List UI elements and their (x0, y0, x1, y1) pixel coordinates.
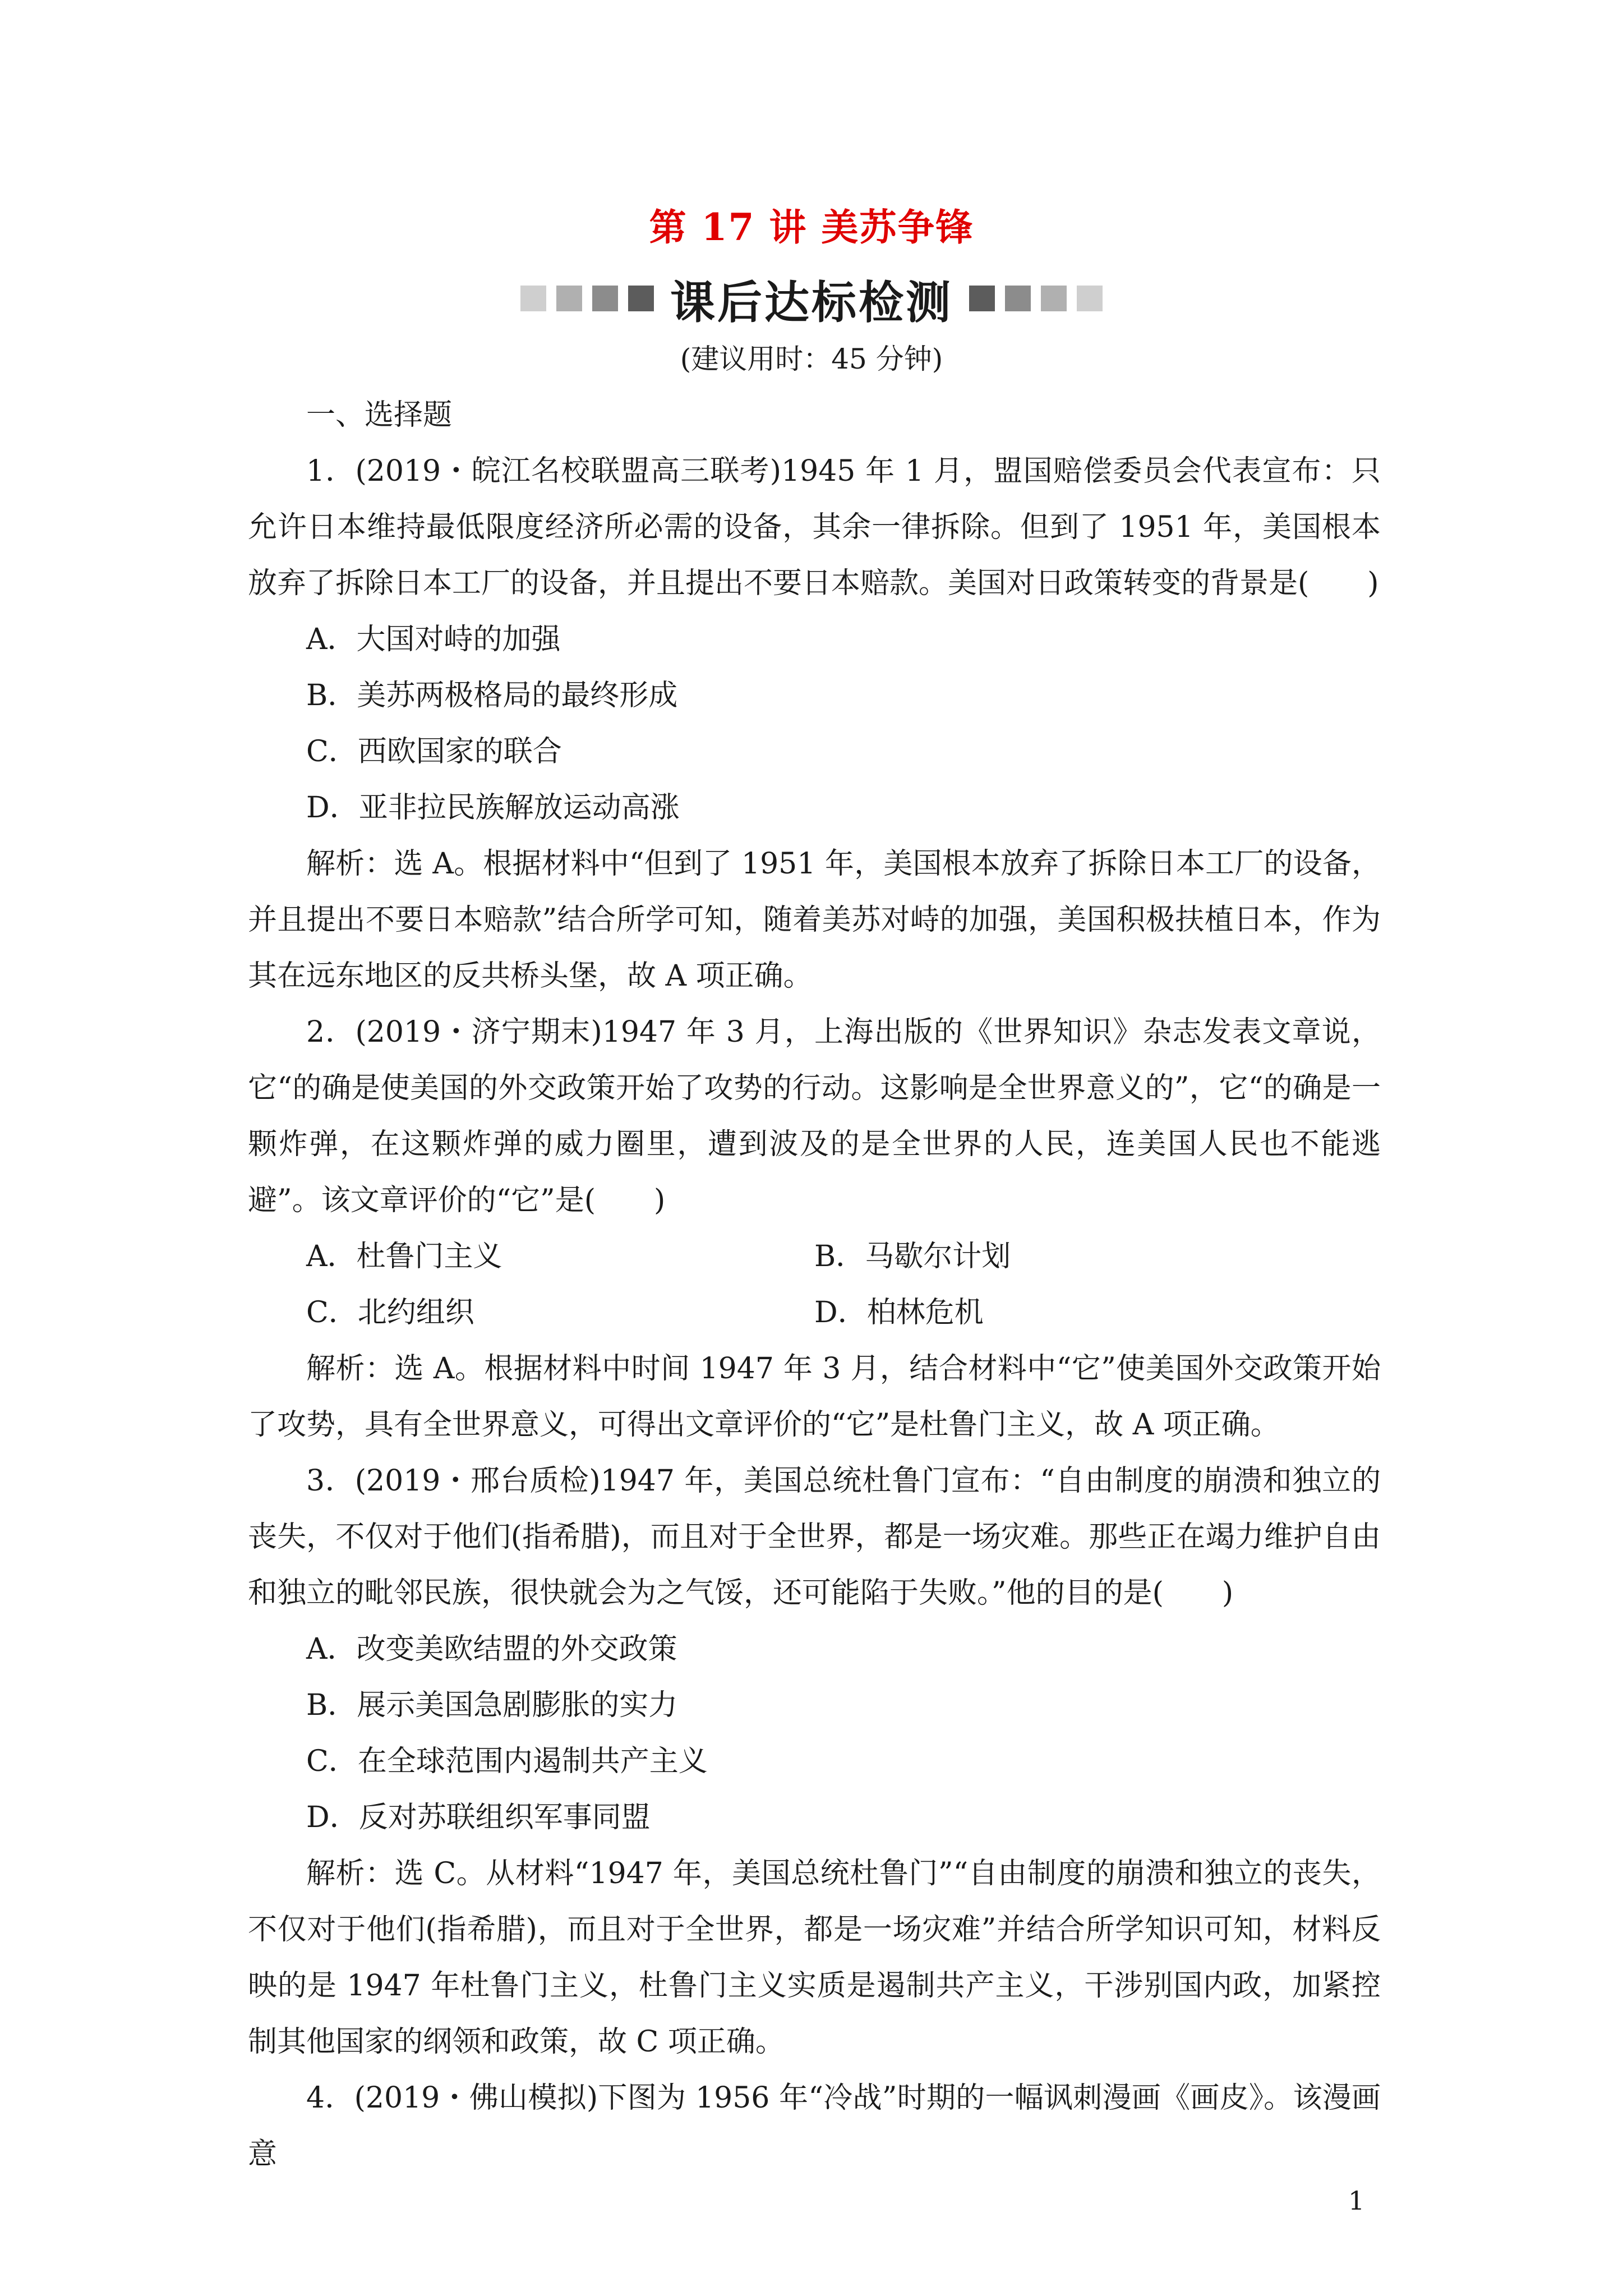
banner-square (1077, 286, 1103, 311)
question-2-option-d: D．柏林危机 (814, 1296, 984, 1329)
question-1-analysis: 解析：选 A。根据材料中“但到了 1951 年，美国根本放弃了拆除日本工厂的设备，并且提出不要日本赔款”结合所学可知，随着美苏对峙的加强，美国积极扶植日本，作为其在远东地区的反共桥头堡，故 A 项正确。 (248, 847, 1381, 993)
question-2-option-c: C．北约组织 (306, 1296, 474, 1329)
question-1-option-b: B．美苏两极格局的最终形成 (306, 679, 678, 712)
lesson-title: 第 17 讲 美苏争锋 (649, 205, 974, 249)
question-2-options-row-1 (248, 1228, 1381, 1285)
banner-title: 课后达标检测 (670, 276, 953, 329)
question-2-analysis: 解析：选 A。根据材料中时间 1947 年 3 月，结合材料中“它”使美国外交政策开始了攻势，具有全世界意义，可得出文章评价的“它”是杜鲁门主义，故 A 项正确。 (248, 1352, 1381, 1442)
banner-square (520, 286, 546, 311)
document-body (248, 387, 1381, 2182)
question-2-option-b: B．马歇尔计划 (814, 1240, 1011, 1273)
question-3-option-b: B．展示美国急剧膨胀的实力 (306, 1688, 678, 1722)
question-3-analysis: 解析：选 C。从材料“1947 年，美国总统杜鲁门”“自由制度的崩溃和独立的丧失，不仅对于他们(指希腊)，而且对于全世界，都是一场灾难”并结合所学知识可知，材料反映的是 1947 年杜鲁门主义，杜鲁门主义实质是遏制共产主义，干涉别国内政，加紧控制其他国家的纲领和政策，故 C 项正确。 (248, 1857, 1381, 2059)
question-1-option-d: D．亚非拉民族解放运动高涨 (306, 791, 680, 825)
question-3-option-a: A．改变美欧结盟的外交政策 (306, 1632, 677, 1666)
question-4-stem: 4．(2019・佛山模拟)下图为 1956 年“冷战”时期的一幅讽刺漫画《画皮》。该漫画意 (248, 2081, 1381, 2171)
banner-square (556, 286, 582, 311)
question-2-option-a: A．杜鲁门主义 (306, 1240, 502, 1273)
banner-square (1041, 286, 1067, 311)
banner-square (969, 286, 995, 311)
banner-square (592, 286, 618, 311)
suggested-time: (建议用时：45 分钟) (680, 343, 943, 375)
question-2-stem: 2．(2019・济宁期末)1947 年 3 月，上海出版的《世界知识》杂志发表文章说，它“的确是使美国的外交政策开始了攻势的行动。这影响是全世界意义的”，它“的确是一颗炸弹，在这颗炸弹的威力圈里，遭到波及的是全世界的人民，连美国人民也不能逃避”。该文章评价的“它”是( ) (248, 1015, 1381, 1217)
banner-square (1005, 286, 1031, 311)
banner-square (628, 286, 654, 311)
section-banner (0, 270, 1623, 329)
page-number: 1 (1348, 2185, 1365, 2216)
question-1-option-c: C．西欧国家的联合 (306, 735, 562, 769)
section-heading: 一、选择题 (306, 398, 453, 432)
question-1-option-a: A．大国对峙的加强 (306, 623, 561, 656)
question-2-options-row-2 (248, 1285, 1381, 1341)
question-3-stem: 3．(2019・邢台质检)1947 年，美国总统杜鲁门宣布：“自由制度的崩溃和独立的丧失，不仅对于他们(指希腊)，而且对于全世界，都是一场灾难。那些正在竭力维护自由和独立的毗邻民族，很快就会为之气馁，还可能陷于失败。”他的目的是( ) (248, 1464, 1381, 1610)
question-3-option-c: C．在全球范围内遏制共产主义 (306, 1745, 708, 1778)
question-1-stem: 1．(2019・皖江名校联盟高三联考)1945 年 1 月，盟国赔偿委员会代表宣布：只允许日本维持最低限度经济所必需的设备，其余一律拆除。但到了 1951 年，美国根本放弃了拆除日本工厂的设备，并且提出不要日本赔款。美国对日政策转变的背景是( ) (248, 454, 1381, 600)
question-3-option-d: D．反对苏联组织军事同盟 (306, 1801, 651, 1834)
